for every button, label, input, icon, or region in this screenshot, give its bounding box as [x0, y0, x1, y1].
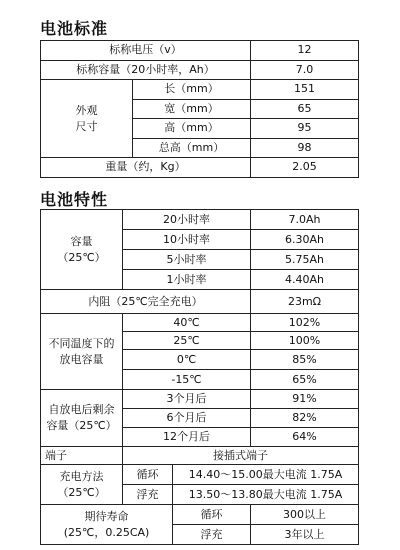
- battery-characteristics-title: 电池特性: [40, 190, 109, 209]
- storage-period-label: 3个月后: [123, 390, 251, 409]
- temperature-capacity-label: 不同温度下的放电容量: [41, 314, 123, 390]
- length-value: 151: [251, 80, 359, 100]
- weight-value: 2.05: [251, 158, 359, 178]
- capacity-rate-label: 5小时率: [123, 250, 251, 270]
- temperature-value: 65%: [251, 370, 359, 390]
- total-height-label: 总高（mm）: [133, 138, 251, 158]
- temperature-label: 25℃: [123, 332, 251, 350]
- expected-life-condition: (25℃，0.25CA): [63, 525, 150, 539]
- capacity-rate-label: 10小时率: [123, 230, 251, 250]
- expected-life-label: [41, 505, 173, 545]
- table-row: [41, 447, 359, 465]
- battery-characteristics-table: [40, 209, 359, 545]
- life-mode-value: 3年以上: [251, 525, 359, 545]
- battery-standard-title: 电池标准: [40, 19, 109, 38]
- table-row: [41, 314, 359, 332]
- capacity-rate-value: 7.0Ah: [251, 210, 359, 230]
- storage-period-value: 91%: [251, 390, 359, 409]
- expected-life-title: 期待寿命: [84, 509, 129, 523]
- storage-period-value: 82%: [251, 409, 359, 428]
- life-mode-label: 浮充: [173, 525, 251, 545]
- nominal-capacity-value: 7.0: [251, 60, 359, 80]
- capacity-rate-label: 1小时率: [123, 270, 251, 290]
- capacity-label: 容量 （25℃）: [41, 210, 123, 290]
- total-height-value: 98: [251, 138, 359, 158]
- charging-mode-label: 循环: [123, 465, 173, 485]
- storage-period-value: 64%: [251, 428, 359, 447]
- capacity-rate-value: 5.75Ah: [251, 250, 359, 270]
- internal-resistance-value: 23mΩ: [251, 290, 359, 314]
- self-discharge-label: 自放电后剩余容量（25℃）: [41, 390, 123, 447]
- table-row: [41, 390, 359, 409]
- temperature-label: 0℃: [123, 350, 251, 370]
- terminal-value: 接插式端子: [123, 447, 359, 465]
- table-row: [41, 505, 359, 525]
- life-mode-value: 300以上: [251, 505, 359, 525]
- charging-mode-value: 14.40～15.00最大电流 1.75A: [173, 465, 359, 485]
- table-row: [41, 210, 359, 230]
- table-row: [41, 60, 359, 80]
- battery-standard-table: [40, 40, 359, 178]
- charging-method-label: 充电方法 （25℃）: [41, 465, 123, 505]
- length-label: 长（mm）: [133, 80, 251, 100]
- width-label: 宽（mm）: [133, 99, 251, 119]
- height-value: 95: [251, 119, 359, 139]
- capacity-rate-value: 4.40Ah: [251, 270, 359, 290]
- table-row: [41, 158, 359, 178]
- temperature-label: -15℃: [123, 370, 251, 390]
- nominal-capacity-label: 标称容量（20小时率，Ah）: [41, 60, 251, 80]
- temperature-value: 85%: [251, 350, 359, 370]
- nominal-voltage-value: 12: [251, 41, 359, 61]
- temperature-value: 100%: [251, 332, 359, 350]
- table-row: [41, 465, 359, 485]
- temperature-label: 40℃: [123, 314, 251, 332]
- terminal-label: 端子: [41, 447, 123, 465]
- charging-mode-label: 浮充: [123, 485, 173, 505]
- table-row: [41, 290, 359, 314]
- storage-period-label: 6个月后: [123, 409, 251, 428]
- capacity-rate-value: 6.30Ah: [251, 230, 359, 250]
- height-label: 高（mm）: [133, 119, 251, 139]
- nominal-voltage-label: 标称电压（v）: [41, 41, 251, 61]
- weight-label: 重量（约，Kg）: [41, 158, 251, 178]
- storage-period-label: 12个月后: [123, 428, 251, 447]
- capacity-rate-label: 20小时率: [123, 210, 251, 230]
- table-row: [41, 41, 359, 61]
- charging-mode-value: 13.50～13.80最大电流 1.75A: [173, 485, 359, 505]
- temperature-value: 102%: [251, 314, 359, 332]
- table-row: [41, 80, 359, 100]
- internal-resistance-label: 内阻（25℃完全充电）: [41, 290, 251, 314]
- width-value: 65: [251, 99, 359, 119]
- dimensions-label: 外观 尺寸: [41, 80, 133, 158]
- life-mode-label: 循环: [173, 505, 251, 525]
